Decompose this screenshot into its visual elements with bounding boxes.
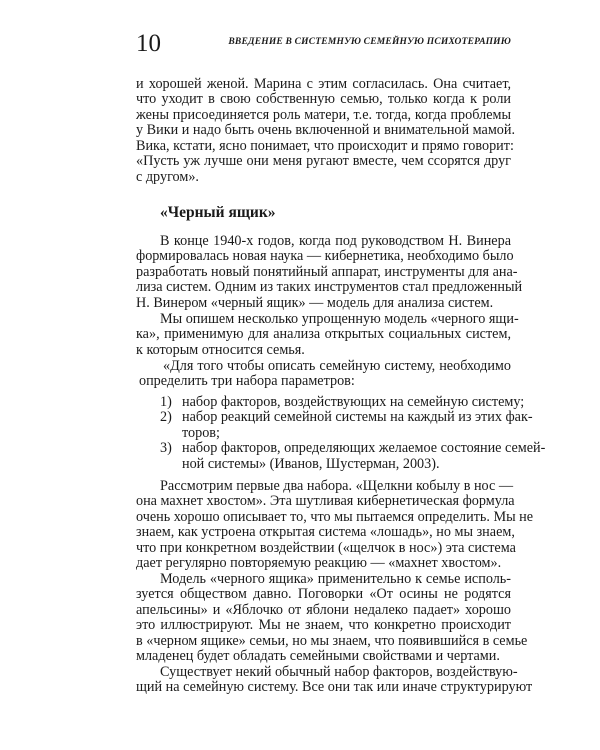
text-line: к которым относится семья. [136,341,305,358]
list-item [160,394,525,410]
text-line: набор факторов, определяющих желаемое состояние семей- [182,440,546,457]
text-line: лиза систем. Одним из таких инструментов стал предложенный [136,279,523,296]
text-line: ка», применимую для анализа открытых социальных систем, [136,326,511,343]
text-line: разработать новый понятийный аппарат, инструменты для ана- [136,263,518,280]
text-line: формировалась новая наука — кибернетика, необходимо было [136,248,514,265]
text-line: Н. Винером «черный ящик» — модель для анализа систем. [136,294,494,311]
text-line: «Пусть уж лучше они меня ругают вместе, чем ссорятся друг [136,153,511,170]
list-number: 2) [160,409,172,426]
text-line: «Для того чтобы описать семейную систему, необходимо [163,358,511,374]
text-line: зуется обществом давно. Поговорки «От осины не родятся [136,586,511,603]
text-line: щий на семейную систему. Все они так или иначе структурируют [136,679,533,696]
text-line: ной системы» (Иванов, Шустерман, 2003). [182,455,440,472]
text-line: набор факторов, воздействующих на семейную систему; [182,394,525,410]
text-line: и хорошей женой. Марина с этим согласилась. Она считает, [136,76,511,92]
list-item [160,440,546,472]
list-number: 1) [160,394,172,410]
text-line: В конце 1940-х годов, когда под руководством Н. Винера [160,233,511,249]
numbered-list [160,394,546,472]
section-heading: «Черный ящик» [160,204,276,221]
text-line: Модель «черного ящика» применительно к семье исполь- [160,571,511,587]
text-line: в «черном ящике» семьи, но мы знаем, что появившийся в семье [136,632,528,649]
text-line: у Вики и надо быть очень включенной и внимательной мамой. [136,122,516,139]
text-line: она махнет хвостом». Эта шутливая кибернетическая формула [136,493,515,510]
page-number: 10 [136,30,161,57]
paragraph [136,571,528,665]
paragraph [136,664,533,696]
paragraph [136,76,516,185]
text-line: определить три набора параметров: [139,373,355,390]
text-line: дает регулярно повторяемую реакцию — «махнет хвостом». [136,555,502,572]
text-line: Вика, кстати, ясно понимает, что происходит и прямо говорит: [136,137,514,154]
paragraph [136,311,519,358]
text-line: знаем, как устроена открытая система «лошадь», но мы знаем, [136,524,515,541]
text-line: что при конкретном воздействии («щелчок в нос») эта система [136,539,516,556]
text-line: это иллюстрируют. Мы не знаем, что конкретно происходит [136,617,511,634]
running-header: ВВЕДЕНИЕ В СИСТЕМНУЮ СЕМЕЙНУЮ ПСИХОТЕРАПИЮ [228,37,511,47]
paragraph [139,359,511,390]
list-item [160,409,533,441]
text-line: апельсины» и «Яблочко от яблони недалеко падает» хорошо [136,601,511,618]
text-line: жены присоединяется роль матери, т.е. тогда, когда проблемы [136,106,511,123]
text-line: младенец будет обладать семейными свойствами и чертами. [136,648,500,665]
text-line: Существует некий обычный набор факторов, воздействую- [160,664,518,680]
paragraph [136,478,534,572]
list-number: 3) [160,440,172,457]
text-line: Рассмотрим первые два набора. «Щелкни кобылу в нос — [160,478,514,494]
text-line: Мы опишем несколько упрощенную модель «черного ящи- [160,311,519,327]
text-line: торов; [182,424,220,441]
text-line: набор реакций семейной системы на каждый из этих фак- [182,409,533,426]
text-line: с другом». [136,168,199,185]
text-line: очень хорошо описывает то, что мы пытаемся определить. Мы не [136,508,534,525]
paragraph [136,233,523,311]
text-line: что уходит в свою собственную семью, только когда к роли [136,91,511,108]
